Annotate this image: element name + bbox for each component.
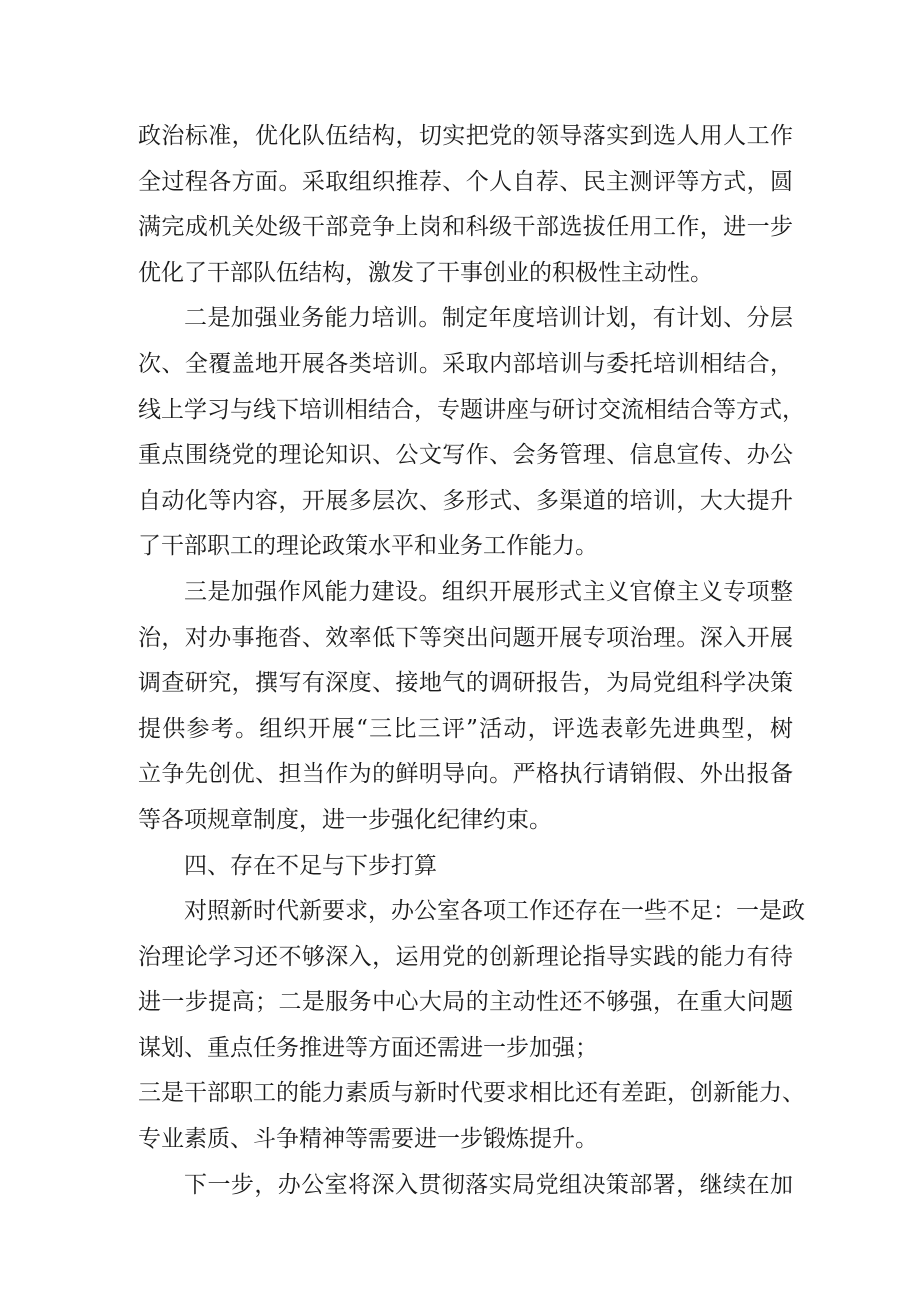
paragraph-business-training	[138, 296, 805, 570]
text-line: 提供参考。组织开展“三比三评”活动，评选表彰先进典型，树	[138, 715, 793, 742]
text-line: 次、全覆盖地开展各类培训。采取内部培训与委托培训相结合，	[138, 350, 793, 377]
text-line: 政治标准，优化队伍结构，切实把党的领导落实到选人用人工作	[138, 123, 793, 149]
text-line: 三是加强作风能力建设。组织开展形式主义官僚主义专项整	[184, 578, 793, 605]
heading-text: 四、存在不足与下步打算	[184, 852, 437, 879]
text-line: 线上学习与线下培训相结合，专题讲座与研讨交流相结合等方式，	[138, 396, 805, 423]
document-body	[138, 114, 805, 1208]
text-line: 自动化等内容，开展多层次、多形式、多渠道的培训，大大提升	[138, 487, 793, 514]
text-line: 立争先创优、担当作为的鲜明导向。严格执行请销假、外出报备	[138, 761, 793, 788]
text-line: 调查研究，撰写有深度、接地气的调研报告，为局党组科学决策	[138, 670, 793, 697]
paragraph-capability-gap	[138, 1071, 805, 1162]
text-line: 优化了干部队伍结构，激发了干事创业的积极性主动性。	[138, 259, 713, 286]
section-heading	[138, 844, 793, 890]
text-line: 全过程各方面。采取组织推荐、个人自荐、民主测评等方式，圆	[138, 168, 793, 195]
text-line: 专业素质、斗争精神等需要进一步锻炼提升。	[138, 1126, 598, 1153]
paragraph-next-steps	[138, 1163, 793, 1209]
text-line: 重点围绕党的理论知识、公文写作、会务管理、信息宣传、办公	[138, 442, 793, 469]
text-line: 了干部职工的理论政策水平和业务工作能力。	[138, 533, 598, 560]
text-line: 进一步提高；二是服务中心大局的主动性还不够强，在重大问题	[138, 989, 793, 1016]
text-line: 等各项规章制度，进一步强化纪律约束。	[138, 806, 552, 833]
text-line: 三是干部职工的能力素质与新时代要求相比还有差距，创新能力、	[138, 1080, 805, 1107]
text-line: 治理论学习还不够深入，运用党的创新理论指导实践的能力有待	[138, 943, 793, 970]
text-line: 满完成机关处级干部竞争上岗和科级干部选拔任用工作，进一步	[138, 214, 793, 241]
paragraph-work-style	[138, 570, 793, 844]
text-line: 二是加强业务能力培训。制定年度培训计划，有计划、分层	[184, 305, 793, 332]
text-line: 对照新时代新要求，办公室各项工作还存在一些不足：一是政	[184, 898, 805, 925]
paragraph-shortcomings	[138, 889, 805, 1071]
text-line: 谋划、重点任务推进等方面还需进一步加强；	[138, 1034, 598, 1061]
text-line: 治，对办事拖沓、效率低下等突出问题开展专项治理。深入开展	[138, 624, 793, 651]
paragraph-selection-standards	[138, 114, 793, 296]
text-line: 下一步，办公室将深入贯彻落实局党组决策部署，继续在加	[184, 1171, 793, 1198]
